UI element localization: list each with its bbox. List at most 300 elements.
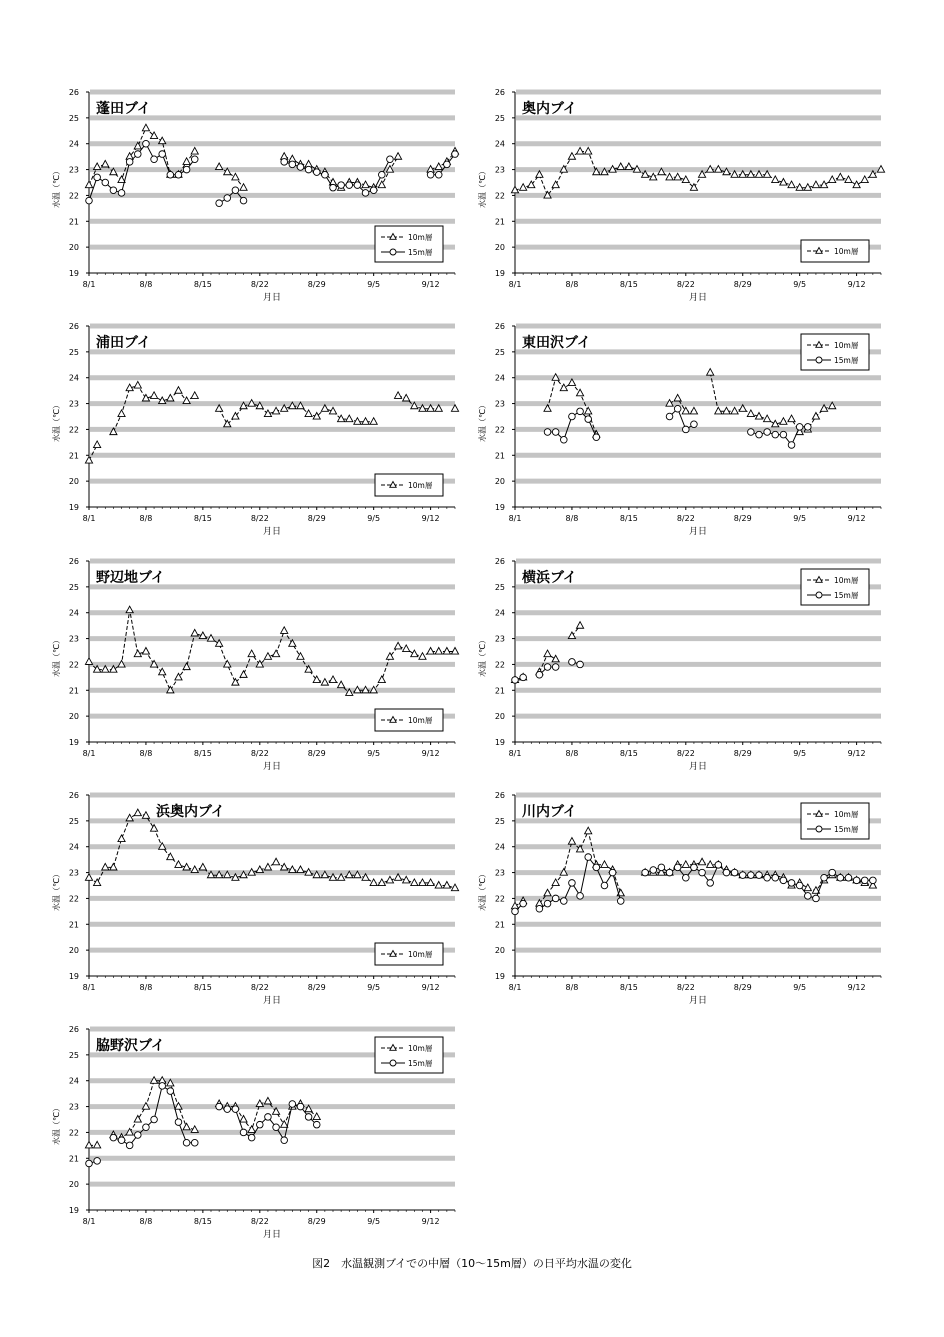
series-15m-point (764, 429, 771, 436)
y-tick-label: 25 (494, 582, 505, 592)
series-10m-point (411, 879, 418, 886)
y-tick-label: 22 (68, 1128, 79, 1138)
series-10m-point (240, 184, 247, 191)
y-tick-label: 22 (68, 660, 79, 670)
series-15m-point (674, 864, 681, 871)
x-tick-label: 8/22 (250, 280, 269, 289)
series-10m-point (175, 861, 182, 868)
series-15m-point (135, 151, 142, 158)
series-15m-point (561, 436, 568, 443)
legend (375, 709, 443, 731)
series-10m-point (427, 648, 434, 655)
y-tick-label: 20 (68, 243, 79, 253)
x-tick-label: 8/22 (250, 1217, 269, 1226)
y-axis-label: 水温（℃） (478, 870, 487, 911)
series-15m-point (870, 877, 877, 884)
series-15m-point (159, 1083, 166, 1090)
series-10m-point (346, 415, 353, 422)
series-15m-point (512, 677, 519, 684)
chart-panel (477, 791, 881, 1006)
series-10m-point (435, 648, 442, 655)
series-10m-point (191, 866, 198, 873)
legend-label-10m: 10m層 (408, 1044, 433, 1053)
y-tick-label: 24 (494, 608, 505, 618)
series-10m-point (837, 173, 844, 180)
series-10m-point (682, 861, 689, 868)
series-10m-point (329, 676, 336, 683)
y-tick-label: 19 (494, 503, 505, 512)
chart-title: 蓬田ブイ (96, 101, 151, 117)
y-tick-label: 24 (494, 842, 505, 852)
series-10m-point (812, 181, 819, 188)
y-tick-label: 20 (494, 946, 505, 956)
series-10m-point (118, 835, 125, 842)
series-15m-point (289, 161, 296, 168)
chart-panel (477, 322, 881, 537)
y-tick-label: 21 (68, 686, 79, 696)
chart-title: 奥内ブイ (522, 101, 577, 117)
y-tick-label: 23 (68, 1102, 79, 1112)
x-axis-label: 月日 (688, 527, 708, 537)
series-10m-point (362, 418, 369, 425)
legend-label-10m: 10m層 (834, 341, 859, 350)
y-axis-label: 水温（℃） (52, 870, 61, 911)
series-10m-point (167, 394, 174, 401)
series-15m-point (452, 151, 459, 158)
series-10m-point (403, 394, 410, 401)
series-15m-point (666, 413, 673, 420)
series-15m-point (86, 197, 93, 204)
y-tick-label: 23 (68, 165, 79, 175)
series-15m-point (585, 854, 592, 861)
x-tick-label: 9/12 (421, 749, 440, 758)
series-10m-point (110, 863, 117, 870)
series-10m-point (443, 648, 450, 655)
series-10m-point (85, 658, 92, 665)
series-15m-line (670, 409, 694, 430)
y-tick-label: 25 (68, 113, 79, 123)
series-15m-point (216, 1103, 223, 1110)
y-tick-label: 26 (68, 791, 79, 800)
series-15m-point (756, 431, 763, 438)
chart-panel (477, 88, 885, 303)
series-10m-point (394, 392, 401, 399)
x-tick-label: 9/5 (793, 983, 807, 992)
x-tick-label: 9/5 (367, 280, 381, 289)
y-axis-label: 水温（℃） (478, 167, 487, 208)
x-tick-label: 8/29 (733, 983, 752, 992)
x-axis-label: 月日 (262, 293, 282, 303)
series-15m-point (346, 182, 353, 189)
legend-label-10m: 10m層 (834, 247, 859, 256)
series-15m-point (94, 1158, 101, 1165)
y-tick-label: 23 (494, 165, 505, 175)
x-tick-label: 9/5 (367, 749, 381, 758)
y-tick-label: 26 (68, 322, 79, 331)
series-15m-point (224, 1106, 231, 1113)
chart-panel (51, 88, 459, 303)
series-15m-point (143, 1124, 150, 1131)
y-tick-label: 25 (68, 1050, 79, 1060)
legend-circle-marker (816, 357, 822, 363)
y-tick-label: 23 (494, 868, 505, 878)
series-10m-point (183, 158, 190, 165)
series-15m-point (232, 1106, 239, 1113)
series-10m-point (297, 866, 304, 873)
y-tick-label: 23 (494, 399, 505, 409)
x-tick-label: 8/1 (508, 983, 522, 992)
series-10m-point (674, 173, 681, 180)
x-tick-label: 8/29 (307, 983, 326, 992)
y-tick-label: 25 (68, 582, 79, 592)
series-15m-point (297, 1103, 304, 1110)
series-10m-point (378, 879, 385, 886)
series-15m-point (330, 184, 337, 191)
series-10m-point (552, 181, 559, 188)
y-tick-label: 26 (494, 557, 505, 566)
series-10m-point (142, 648, 149, 655)
series-15m-point (577, 893, 584, 900)
chart-title: 横浜ブイ (522, 570, 577, 586)
series-10m-point (378, 676, 385, 683)
series-15m-point (322, 171, 329, 178)
series-10m-point (175, 387, 182, 394)
series-15m-point (520, 900, 527, 907)
series-15m-point (151, 156, 158, 163)
x-axis-label: 月日 (262, 996, 282, 1006)
y-tick-label: 22 (494, 425, 505, 435)
series-15m-point (175, 171, 182, 178)
x-tick-label: 9/12 (421, 514, 440, 523)
series-15m-point (707, 880, 714, 887)
y-tick-label: 25 (494, 113, 505, 123)
series-10m-point (788, 415, 795, 422)
series-15m-point (183, 166, 190, 173)
series-15m-point (435, 171, 442, 178)
series-15m-point (780, 877, 787, 884)
series-15m-point (683, 426, 690, 433)
y-tick-label: 22 (68, 425, 79, 435)
y-tick-label: 23 (68, 868, 79, 878)
y-tick-label: 22 (68, 191, 79, 201)
series-15m-point (183, 1139, 190, 1146)
series-15m-point (829, 869, 836, 876)
series-10m-point (183, 1123, 190, 1130)
legend (801, 334, 869, 370)
x-tick-label: 8/1 (508, 514, 522, 523)
chart-panel (51, 1025, 455, 1240)
legend (801, 569, 869, 605)
x-tick-label: 8/8 (139, 280, 153, 289)
legend-circle-marker (816, 826, 822, 832)
x-tick-label: 8/29 (307, 280, 326, 289)
series-15m-point (544, 664, 551, 671)
series-10m-point (780, 418, 787, 425)
series-10m-point (585, 407, 592, 414)
legend (375, 943, 443, 965)
series-10m-point (666, 173, 673, 180)
series-15m-point (788, 442, 795, 449)
series-10m-point (544, 889, 551, 896)
legend (801, 803, 869, 839)
series-10m-point (297, 653, 304, 660)
series-10m-point (544, 650, 551, 657)
series-15m-point (175, 1119, 182, 1126)
series-15m-line (539, 857, 620, 909)
series-15m-point (609, 869, 616, 876)
series-15m-point (569, 880, 576, 887)
series-15m-point (805, 893, 812, 900)
series-10m-point (520, 184, 527, 191)
series-10m-point (248, 1126, 255, 1133)
series-10m-point (191, 392, 198, 399)
series-15m-point (853, 877, 860, 884)
series-10m-point (585, 827, 592, 834)
x-tick-label: 8/22 (250, 983, 269, 992)
series-15m-point (780, 431, 787, 438)
y-tick-label: 21 (494, 686, 505, 696)
series-15m-point (577, 661, 584, 668)
x-tick-label: 8/22 (676, 983, 695, 992)
y-tick-label: 25 (68, 347, 79, 357)
x-tick-label: 9/12 (847, 749, 866, 758)
x-tick-label: 8/8 (139, 514, 153, 523)
y-tick-label: 24 (68, 1076, 79, 1086)
y-tick-label: 20 (68, 1180, 79, 1190)
y-tick-label: 24 (494, 373, 505, 383)
series-15m-point (110, 187, 117, 194)
series-15m-point (691, 864, 698, 871)
series-10m-point (419, 653, 426, 660)
legend-label-10m: 10m層 (408, 233, 433, 242)
series-15m-point (585, 416, 592, 423)
y-tick-label: 24 (494, 139, 505, 149)
x-tick-label: 8/1 (82, 280, 96, 289)
series-10m-point (102, 160, 109, 167)
series-15m-point (305, 1114, 312, 1121)
series-15m-point (699, 869, 706, 876)
x-tick-label: 9/12 (847, 280, 866, 289)
x-tick-label: 8/1 (508, 749, 522, 758)
series-10m-point (853, 181, 860, 188)
y-tick-label: 24 (68, 842, 79, 852)
series-10m-point (707, 369, 714, 376)
legend-label-15m: 15m層 (408, 248, 433, 257)
series-15m-point (273, 1124, 280, 1131)
series-15m-point (102, 179, 109, 186)
y-tick-label: 21 (494, 451, 505, 461)
series-10m-point (568, 838, 575, 845)
x-tick-label: 8/29 (307, 514, 326, 523)
series-10m-point (576, 622, 583, 629)
x-tick-label: 8/29 (307, 749, 326, 758)
series-10m-point (150, 825, 157, 832)
series-15m-point (796, 424, 803, 431)
series-15m-point (569, 659, 576, 666)
chart-title: 野辺地ブイ (96, 570, 165, 586)
x-tick-label: 9/5 (367, 983, 381, 992)
series-15m-point (305, 166, 312, 173)
y-tick-label: 19 (68, 1206, 79, 1215)
series-10m-point (845, 176, 852, 183)
series-15m-point (658, 864, 665, 871)
series-15m-point (297, 164, 304, 171)
series-10m-point (167, 853, 174, 860)
series-15m-point (642, 869, 649, 876)
chart-title: 浦田ブイ (96, 335, 151, 351)
y-tick-label: 19 (68, 503, 79, 512)
x-tick-label: 8/15 (619, 749, 638, 758)
y-tick-label: 21 (68, 217, 79, 227)
series-15m-point (354, 182, 361, 189)
series-15m-point (427, 171, 434, 178)
x-tick-label: 8/15 (193, 514, 212, 523)
series-10m-point (403, 645, 410, 652)
x-axis-label: 月日 (688, 996, 708, 1006)
y-tick-label: 21 (494, 920, 505, 930)
series-15m-point (788, 880, 795, 887)
series-10m-point (576, 389, 583, 396)
series-15m-point (691, 421, 698, 428)
y-axis-label: 水温（℃） (52, 167, 61, 208)
x-axis-label: 月日 (262, 1230, 282, 1240)
x-tick-label: 9/12 (421, 1217, 440, 1226)
x-tick-label: 8/22 (676, 280, 695, 289)
x-axis-label: 月日 (262, 527, 282, 537)
series-10m-point (248, 650, 255, 657)
series-10m-point (411, 650, 418, 657)
x-tick-label: 8/15 (193, 749, 212, 758)
series-10m-point (560, 384, 567, 391)
y-tick-label: 19 (494, 269, 505, 278)
series-15m-point (617, 898, 624, 905)
series-10m-point (690, 407, 697, 414)
series-10m-point (394, 642, 401, 649)
legend-label-10m: 10m層 (834, 576, 859, 585)
chart-title: 東田沢ブイ (522, 335, 591, 351)
legend (375, 1037, 443, 1073)
series-15m-point (715, 862, 722, 869)
series-10m-point (568, 153, 575, 160)
x-tick-label: 8/15 (193, 1217, 212, 1226)
series-10m-point (723, 407, 730, 414)
y-tick-label: 19 (68, 269, 79, 278)
series-10m-point (435, 163, 442, 170)
series-15m-point (520, 674, 527, 681)
series-10m-point (625, 163, 632, 170)
series-15m-point (265, 1114, 272, 1121)
x-tick-label: 8/29 (733, 749, 752, 758)
series-15m-point (338, 182, 345, 189)
series-15m-point (861, 877, 868, 884)
x-tick-label: 8/15 (193, 280, 212, 289)
series-15m-point (536, 905, 543, 912)
series-10m-point (435, 882, 442, 889)
series-15m-point (772, 874, 779, 881)
series-10m-point (419, 879, 426, 886)
x-tick-label: 9/12 (421, 983, 440, 992)
series-10m-point (731, 407, 738, 414)
series-15m-point (552, 429, 559, 436)
series-15m-point (650, 867, 657, 874)
series-10m-line (548, 378, 597, 435)
series-10m-point (788, 181, 795, 188)
series-15m-point (126, 1142, 133, 1149)
x-tick-label: 8/22 (676, 749, 695, 758)
x-tick-label: 8/8 (565, 280, 579, 289)
series-15m-point (232, 187, 239, 194)
legend-label-15m: 15m層 (834, 356, 859, 365)
chart-panel (51, 791, 459, 1006)
series-15m-point (536, 671, 543, 678)
y-tick-label: 20 (68, 712, 79, 722)
series-15m-point (135, 1132, 142, 1139)
series-15m-point (739, 872, 746, 879)
series-15m-point (379, 171, 386, 178)
x-tick-label: 9/12 (847, 514, 866, 523)
y-tick-label: 21 (68, 451, 79, 461)
y-tick-label: 26 (68, 88, 79, 97)
series-10m-point (394, 153, 401, 160)
y-tick-label: 26 (494, 791, 505, 800)
y-tick-label: 20 (494, 477, 505, 487)
x-tick-label: 8/8 (139, 1217, 153, 1226)
legend-label-15m: 15m層 (834, 825, 859, 834)
series-10m-point (134, 1116, 141, 1123)
x-axis-label: 月日 (688, 762, 708, 772)
y-tick-label: 20 (68, 946, 79, 956)
series-10m-point (94, 163, 101, 170)
series-10m-point (829, 176, 836, 183)
series-15m-point (756, 872, 763, 879)
series-15m-point (143, 140, 150, 147)
series-10m-point (338, 681, 345, 688)
series-15m-point (444, 161, 451, 168)
series-10m-point (674, 394, 681, 401)
x-tick-label: 8/15 (193, 983, 212, 992)
series-10m-point (232, 173, 239, 180)
series-15m-point (601, 882, 608, 889)
series-10m-point (443, 882, 450, 889)
series-10m-point (427, 879, 434, 886)
series-15m-point (674, 405, 681, 412)
series-10m-point (601, 861, 608, 868)
y-tick-label: 26 (494, 322, 505, 331)
series-15m-point (805, 424, 812, 431)
x-tick-label: 8/22 (250, 749, 269, 758)
y-axis-label: 水温（℃） (478, 401, 487, 442)
series-10m-point (94, 441, 101, 448)
series-10m-point (451, 884, 458, 891)
series-10m-point (552, 655, 559, 662)
y-tick-label: 25 (494, 816, 505, 826)
series-10m-point (134, 381, 141, 388)
series-15m-point (362, 190, 369, 197)
series-15m-point (289, 1101, 296, 1108)
series-15m-point (257, 1121, 264, 1128)
chart-title: 川内ブイ (522, 804, 577, 820)
x-tick-label: 8/22 (676, 514, 695, 523)
x-tick-label: 9/5 (793, 749, 807, 758)
x-tick-label: 8/29 (307, 1217, 326, 1226)
series-15m-point (748, 872, 755, 879)
legend-label-10m: 10m層 (834, 810, 859, 819)
series-15m-point (118, 1137, 125, 1144)
y-tick-label: 25 (68, 816, 79, 826)
series-15m-point (159, 151, 166, 158)
series-10m-point (199, 863, 206, 870)
series-15m-point (281, 159, 288, 166)
